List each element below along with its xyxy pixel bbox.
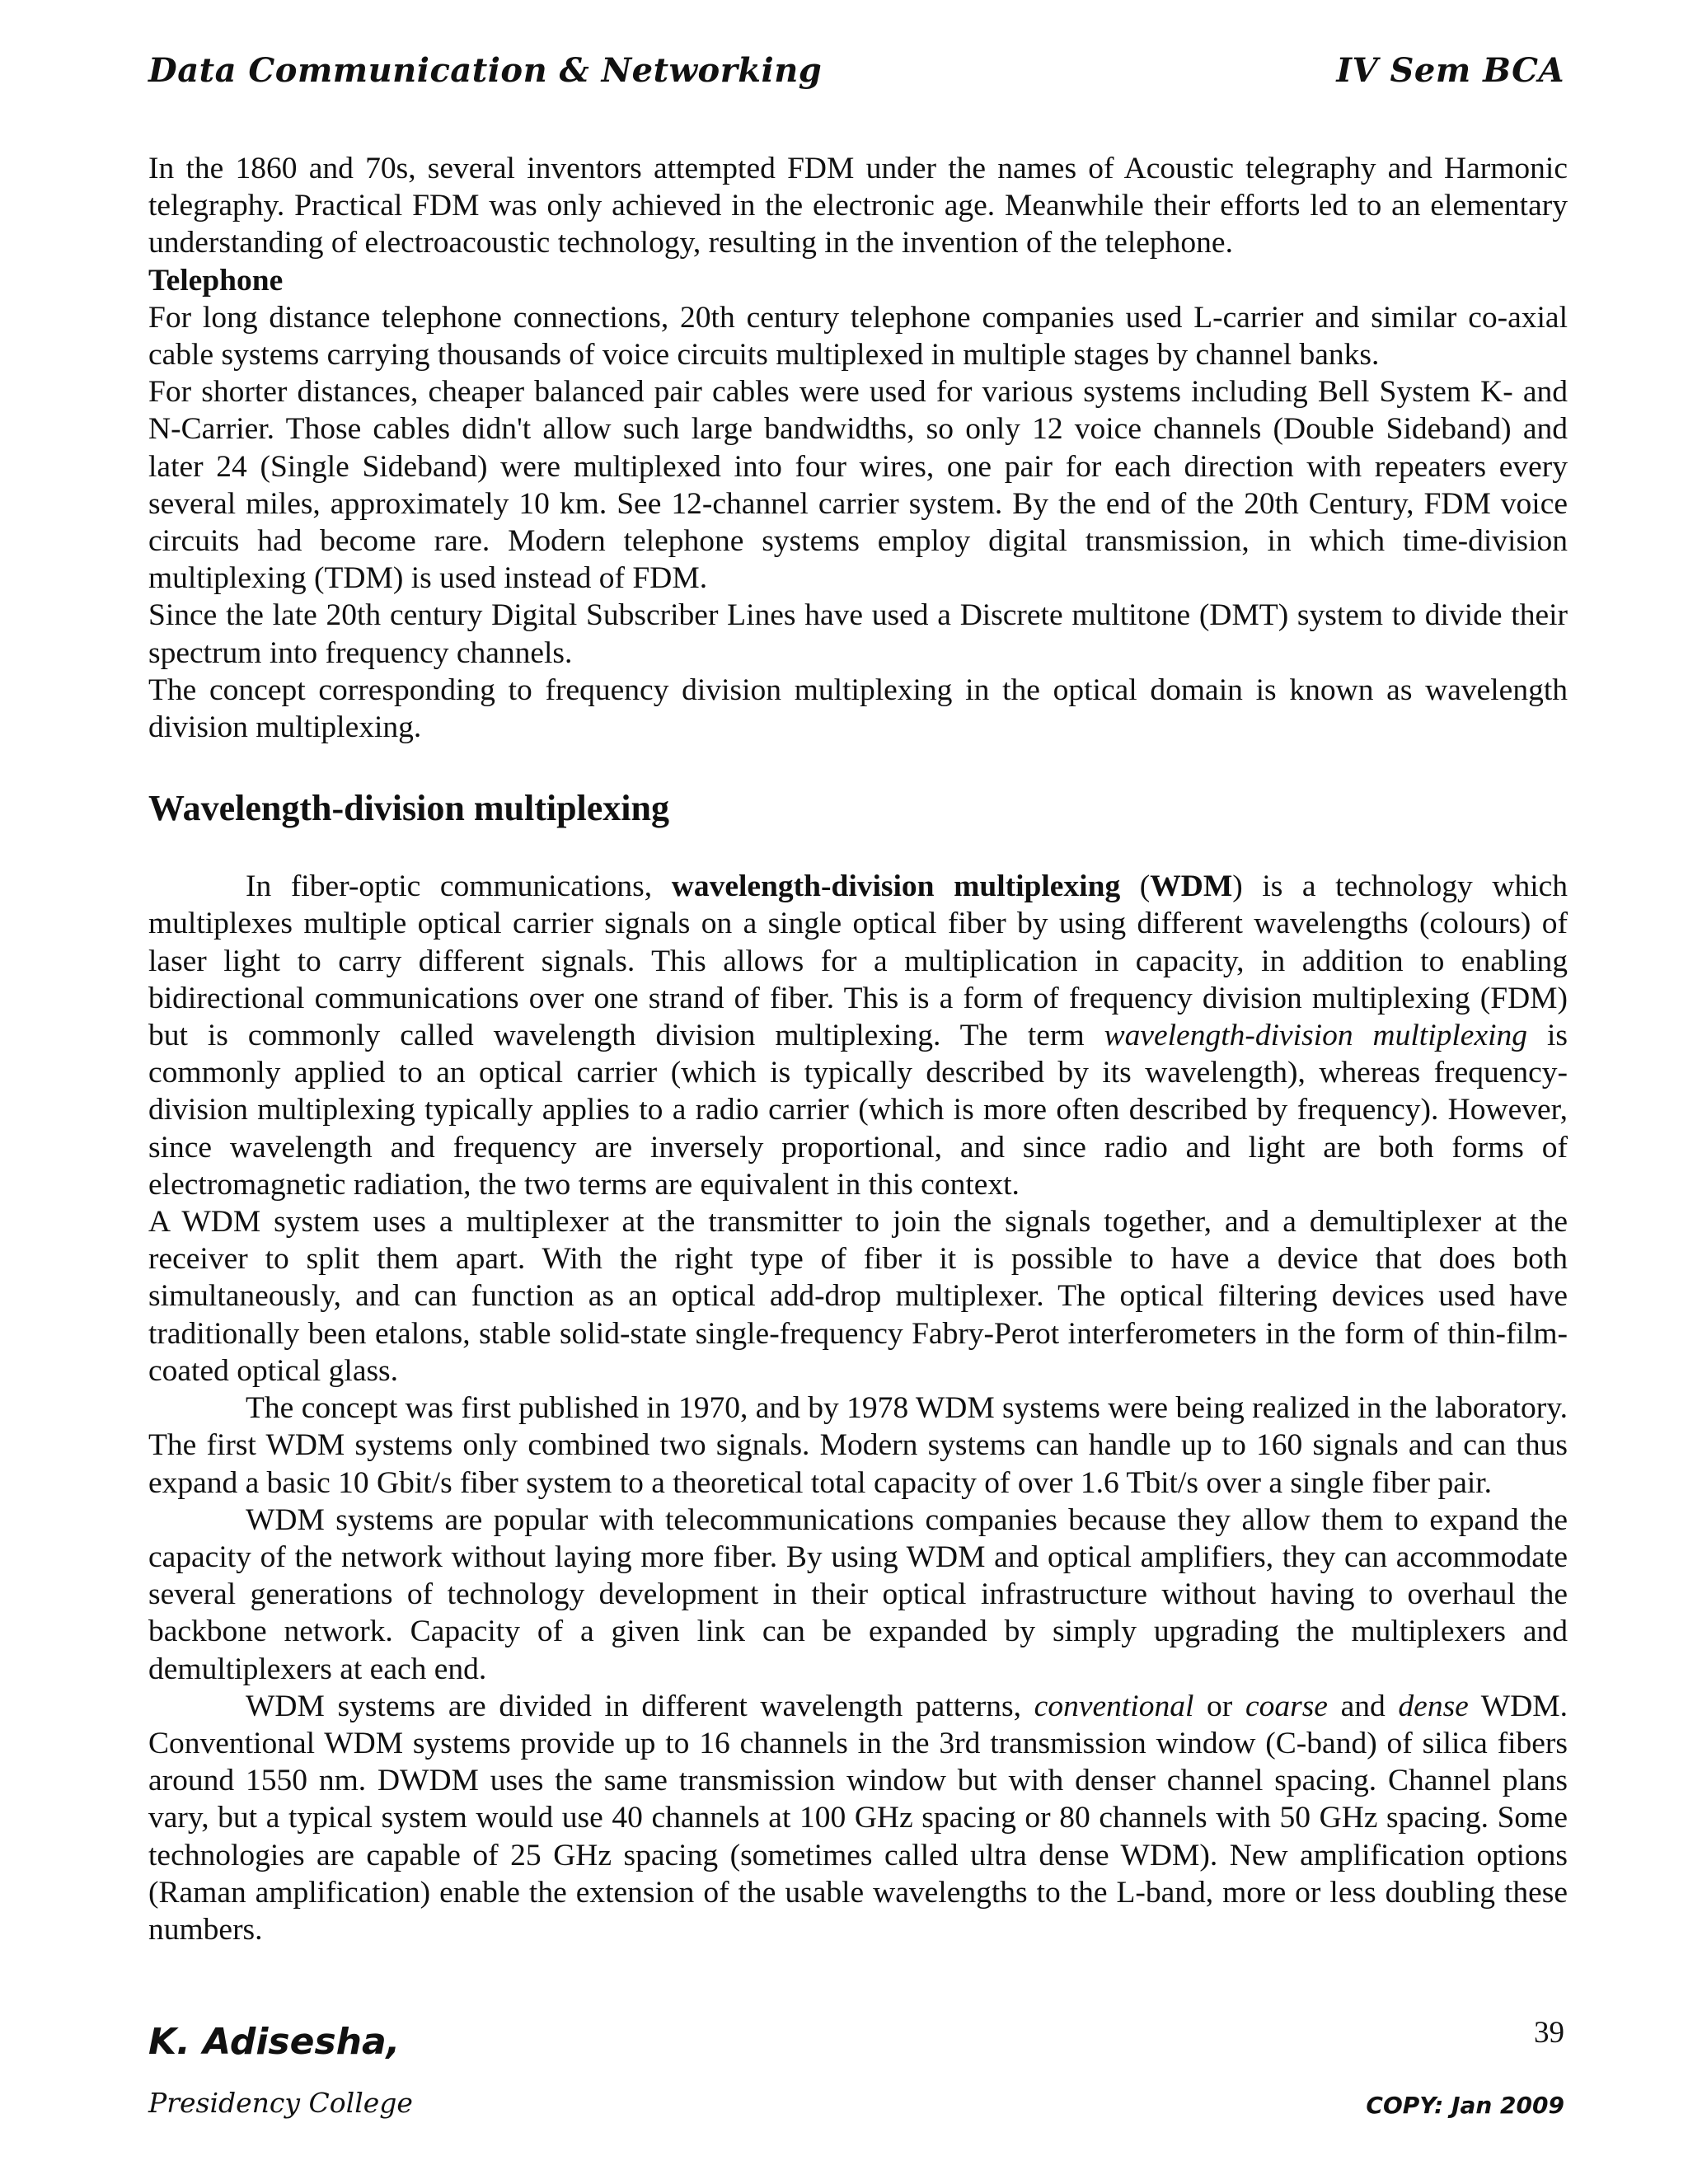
running-header-title: Data Communication & Networking	[148, 51, 823, 90]
paragraph-wdm-patterns: WDM systems are divided in different wavelength patterns, conventional or coarse and dense WDM. Conventional WDM systems provide up to 16 channels in the 3rd transmission window (C-band) of silica fibers around 1550 nm. DWDM uses the same transmission window but with denser channel spacing. Channel plans vary, but a typical system would use 40 channels at 100 GHz spacing or 80 channels with 50 GHz spacing. Some technologies are capable of 25 GHz spacing (sometimes called ultra dense WDM). New amplification options (Raman amplification) enable the extension of the usable wavelengths to the L-band, more or less doubling these numbers.	[148, 1689, 1568, 1947]
section-heading-wdm: Wavelength-division multiplexing	[148, 788, 669, 829]
paragraph-shorter-distances: For shorter distances, cheaper balanced pair cables were used for various systems including Bell System K- and N-Carrier. Those cables didn't allow such large bandwidths, so only 12 voice channels (Double Sideband) and later 24 (Single Sideband) were multiplexed into four wires, one pair for each direction with repeaters every several miles, approximately 10 km. See 12-channel carrier system. By the end of the 20th Century, FDM voice circuits had become rare. Modern telephone systems employ digital transmission, in which time-division multiplexing (TDM) is used instead of FDM.	[148, 375, 1568, 596]
footer-copy-date: COPY: Jan 2009	[1366, 2092, 1564, 2119]
paragraph-wdm-history: The concept was first published in 1970, and by 1978 WDM systems were being realized in the laboratory. The first WDM systems only combined two signals. Modern systems can handle up to 160 signals and can thus expand a basic 10 Gbit/s fiber system to a theoretical total capacity of over 1.6 Tbit/s over a single fiber pair.	[148, 1391, 1568, 1500]
paragraph-dsl: Since the late 20th century Digital Subscriber Lines have used a Discrete multitone (DMT) system to divide their spectrum into frequency channels.	[148, 598, 1568, 670]
paragraph-wdm-intro: In fiber-optic communications, wavelength-division multiplexing (WDM) is a technology which multiplexes multiple optical carrier signals on a single optical fiber by using different wavelengths (colours) of laser light to carry different signals. This allows for a multiplication in capacity, in addition to enabling bidirectional communications over one strand of fiber. This is a form of frequency division multiplexing (FDM) but is commonly called wavelength division multiplexing. The term wavelength-division multiplexing is commonly applied to an optical carrier (which is typically described by its wavelength), whereas frequency-division multiplexing typically applies to a radio carrier (which is more often described by frequency). However, since wavelength and frequency are inversely proportional, and since radio and light are both forms of electromagnetic radiation, the two terms are equivalent in this context.	[148, 869, 1568, 1202]
footer-author: K. Adisesha,	[148, 2021, 401, 2063]
term-wdm-bold: wavelength-division multiplexing	[671, 869, 1121, 904]
subheading-telephone: Telephone	[148, 263, 284, 298]
paragraph-optical-concept: The concept corresponding to frequency division multiplexing in the optical domain is known as wavelength division multiplexing.	[148, 673, 1568, 745]
footer-college: Presidency College	[148, 2087, 413, 2119]
page-number: 39	[1534, 2016, 1564, 2050]
term-conventional: conventional	[1034, 1689, 1194, 1723]
term-wdm-italic: wavelength-division multiplexing	[1104, 1019, 1528, 1053]
term-coarse: coarse	[1245, 1689, 1328, 1723]
abbr-wdm-bold: WDM	[1150, 869, 1233, 904]
paragraph-long-distance: For long distance telephone connections, 20th century telephone companies used L-carrier and similar co-axial cable systems carrying thousands of voice circuits multiplexed in multiple stages by channel banks.	[148, 300, 1568, 373]
running-header-semester: IV Sem BCA	[1336, 51, 1564, 90]
paragraph-wdm-system: A WDM system uses a multiplexer at the transmitter to join the signals together, and a demultiplexer at the receiver to split them apart. With the right type of fiber it is possible to have a device that does both simultaneously, and can function as an optical add-drop multiplexer. The optical filtering devices used have traditionally been etalons, stable solid-state single-frequency Fabry-Perot interferometers in the form of thin-film-coated optical glass.	[148, 1205, 1568, 1388]
term-dense: dense	[1398, 1689, 1469, 1723]
body-text	[148, 150, 1568, 1948]
paragraph-fdm-history: In the 1860 and 70s, several inventors attempted FDM under the names of Acoustic telegraphy and Harmonic telegraphy. Practical FDM was only achieved in the electronic age. Meanwhile their efforts led to an elementary understanding of electroacoustic technology, resulting in the invention of the telephone.	[148, 152, 1568, 260]
paragraph-wdm-telecom: WDM systems are popular with telecommunications companies because they allow them to expand the capacity of the network without laying more fiber. By using WDM and optical amplifiers, they can accommodate several generations of technology development in their optical infrastructure without having to overhaul the backbone network. Capacity of a given link can be expanded by simply upgrading the multiplexers and demultiplexers at each end.	[148, 1502, 1568, 1686]
